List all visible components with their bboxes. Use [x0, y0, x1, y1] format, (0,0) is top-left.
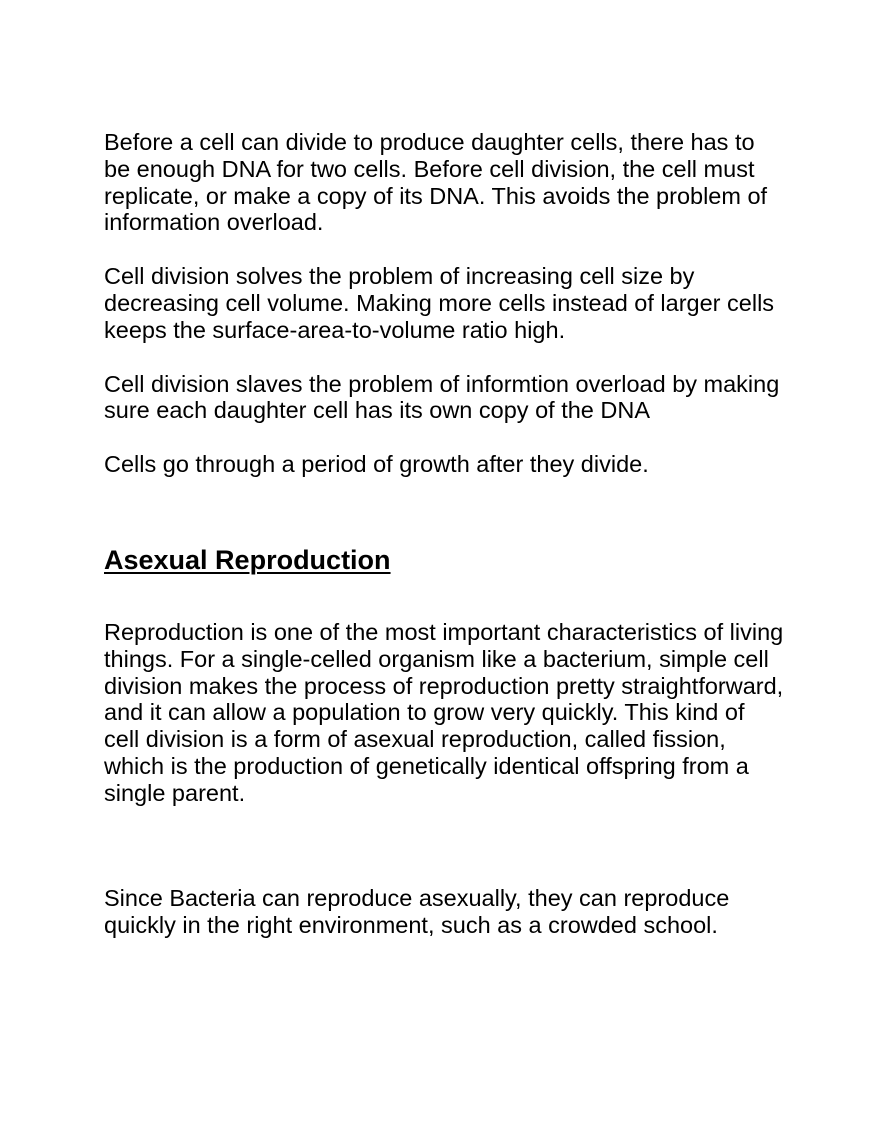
- paragraph-dna-replication: Before a cell can divide to produce daughter cells, there has to be enough DNA for two cells. Before cell division, the cell must replicate, or make a copy of its DNA. This avoids the problem of information overload.: [104, 129, 768, 236]
- paragraph-reproduction: Reproduction is one of the most important characteristics of living things. For a single-celled organism like a bacterium, simple cell division makes the process of reproduction pretty straightforward, and it can allow a population to grow very quickly. This kind of cell division is a form of asexual reproduction, called fission, which is the production of genetically identical offspring from a single parent.: [104, 619, 784, 806]
- paragraph-cell-growth: Cells go through a period of growth after they divide.: [104, 451, 649, 478]
- paragraph-bacteria: Since Bacteria can reproduce asexually, they can reproduce quickly in the right environment, such as a crowded school.: [104, 885, 730, 938]
- document-content: [104, 129, 784, 938]
- paragraph-cell-size: Cell division solves the problem of increasing cell size by decreasing cell volume. Making more cells instead of larger cells keeps the surface-area-to-volume ratio high.: [104, 263, 775, 343]
- section-heading: Asexual Reproduction: [104, 545, 391, 575]
- paragraph-information-overload: Cell division slaves the problem of informtion overload by making sure each daughter cell has its own copy of the DNA: [104, 370, 780, 424]
